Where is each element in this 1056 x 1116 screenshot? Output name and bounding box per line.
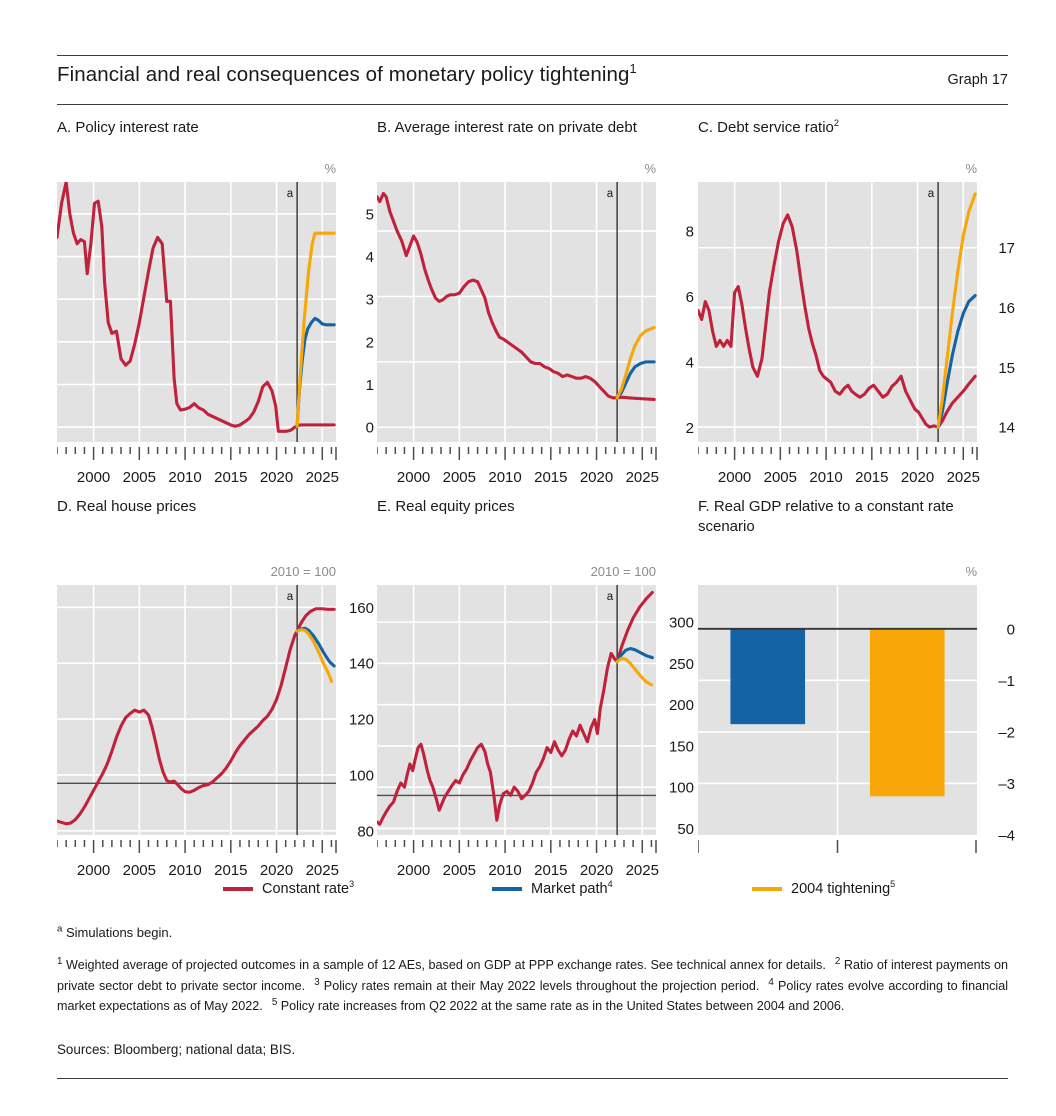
panel-title-text: B. Average interest rate on private debt bbox=[377, 119, 637, 136]
panel-d-chart bbox=[57, 585, 378, 881]
legend-swatch-2004-tightening bbox=[752, 887, 782, 890]
simulation-start-label: a bbox=[286, 188, 294, 200]
x-axis-tick-label: 2010 bbox=[488, 862, 522, 879]
y-axis-tick-label: 150 bbox=[668, 738, 694, 756]
panel-a-chart bbox=[57, 182, 378, 488]
footnote-text: Weighted average of projected outcomes in a sample of 12 AEs, based on GDP at PPP exchange rates. See technical annex for details. bbox=[62, 958, 826, 972]
y-axis-tick-label: 100 bbox=[668, 779, 694, 797]
y-axis-tick-label: –3 bbox=[998, 775, 1015, 793]
legend-item-constant-rate bbox=[223, 876, 354, 902]
panel-a-unit-label: % bbox=[324, 161, 336, 176]
panel-f-unit-label: % bbox=[965, 564, 977, 579]
simulation-start-label: a bbox=[606, 591, 614, 603]
y-axis-tick-label: 17 bbox=[998, 240, 1015, 258]
x-axis-tick-label: 2000 bbox=[76, 469, 111, 486]
footnote-marker: 5 bbox=[271, 996, 278, 1008]
footnote-text: Ratio of interest payments on private sector debt to private sector income. bbox=[57, 958, 1009, 993]
x-axis-tick-label: 2025 bbox=[625, 469, 659, 486]
y-axis-tick-label: 140 bbox=[348, 655, 374, 673]
x-axis-tick-label: 2005 bbox=[442, 862, 477, 879]
y-axis-tick-label: 200 bbox=[668, 697, 694, 715]
title-rule bbox=[57, 104, 1008, 105]
x-axis-tick-label: 2005 bbox=[763, 469, 798, 486]
footnote-a bbox=[57, 925, 172, 940]
y-axis-tick-label: 100 bbox=[348, 767, 374, 785]
panel-title-text: C. Debt service ratio bbox=[698, 119, 834, 136]
x-axis-tick-label: 2015 bbox=[534, 862, 568, 879]
x-axis-tick-label: 2000 bbox=[396, 862, 431, 879]
panel-a-title bbox=[57, 118, 357, 138]
legend-footnote-marker: 3 bbox=[349, 879, 355, 890]
y-axis-tick-label: 1 bbox=[365, 376, 374, 394]
x-axis-tick-label: 2010 bbox=[168, 469, 202, 486]
legend bbox=[57, 876, 1008, 902]
legend-item-2004-tightening bbox=[752, 876, 895, 902]
panel-f-title bbox=[698, 497, 1008, 537]
x-axis-tick-label: 2025 bbox=[625, 862, 659, 879]
panel-f-chart bbox=[698, 585, 1019, 881]
footnote-marker: a bbox=[57, 923, 63, 935]
y-axis-tick-label: 50 bbox=[677, 820, 694, 838]
x-axis-tick-label: 2020 bbox=[579, 469, 614, 486]
page-title bbox=[57, 63, 637, 87]
x-axis-tick-label: 2020 bbox=[900, 469, 935, 486]
footnote-marker: 4 bbox=[768, 976, 774, 988]
plot-background bbox=[57, 585, 336, 835]
y-axis-tick-label: 5 bbox=[365, 206, 374, 224]
y-axis-tick-label: 0 bbox=[1006, 621, 1015, 639]
footnote-text: Policy rates remain at their May 2022 levels throughout the projection period. bbox=[319, 978, 760, 993]
plot-background bbox=[377, 182, 656, 442]
panel-e-unit-label: 2010 = 100 bbox=[590, 564, 656, 579]
y-axis-tick-label: 0 bbox=[365, 419, 374, 437]
x-axis-tick-label: 2010 bbox=[168, 862, 202, 879]
footnote-marker: 1 bbox=[57, 955, 63, 967]
footnote-text: Simulations begin. bbox=[62, 925, 173, 940]
graph-number: Graph 17 bbox=[947, 72, 1008, 88]
panel-e-chart bbox=[377, 585, 698, 881]
y-axis-tick-label: 250 bbox=[668, 655, 694, 673]
y-axis-tick-label: –2 bbox=[998, 724, 1015, 742]
x-axis-tick-label: 2025 bbox=[305, 862, 339, 879]
bar bbox=[870, 629, 945, 797]
panel-d-title bbox=[57, 497, 357, 517]
x-axis-tick-label: 2010 bbox=[809, 469, 843, 486]
x-axis-tick-label: 2020 bbox=[259, 469, 294, 486]
sources: Sources: Bloomberg; national data; BIS. bbox=[57, 1042, 296, 1057]
x-axis-tick-label: 2025 bbox=[305, 469, 339, 486]
panel-b-unit-label: % bbox=[644, 161, 656, 176]
y-axis-tick-label: 3 bbox=[365, 291, 374, 309]
panel-title-text: A. Policy interest rate bbox=[57, 119, 199, 136]
bar bbox=[730, 629, 805, 724]
legend-item-market-path bbox=[492, 876, 613, 902]
footnote-marker: 3 bbox=[314, 976, 320, 988]
x-axis-tick-label: 2000 bbox=[396, 469, 431, 486]
y-axis-tick-label: 6 bbox=[685, 288, 694, 306]
footnote-text: Policy rates evolve according to financial market expectations as of May 2022. bbox=[57, 978, 1008, 1013]
panel-e-title bbox=[377, 497, 677, 517]
y-axis-tick-label: 160 bbox=[348, 599, 374, 617]
top-rule bbox=[57, 55, 1008, 56]
plot-background bbox=[698, 182, 977, 442]
x-axis-tick-label: 2020 bbox=[579, 862, 614, 879]
legend-swatch-market-path bbox=[492, 887, 522, 890]
page-title-text: Financial and real consequences of monetary policy tightening bbox=[57, 63, 630, 86]
x-axis-tick-label: 2015 bbox=[214, 862, 248, 879]
footnote-text: Policy rate increases from Q2 2022 at the same rate as in the United States between 2004 and 2006. bbox=[277, 999, 845, 1013]
legend-label: Market path$^4$ bbox=[531, 879, 613, 897]
panel-c-title bbox=[698, 118, 998, 138]
x-axis-tick-label: 2015 bbox=[855, 469, 889, 486]
x-axis-tick-label: 2025 bbox=[946, 469, 980, 486]
y-axis-tick-label: 16 bbox=[998, 300, 1015, 318]
x-axis-tick-label: 2010 bbox=[488, 469, 522, 486]
y-axis-tick-label: 14 bbox=[998, 419, 1015, 437]
panel-title-text: D. Real house prices bbox=[57, 498, 197, 515]
y-axis-tick-label: 80 bbox=[357, 823, 374, 841]
legend-swatch-constant-rate bbox=[223, 887, 253, 890]
y-axis-tick-label: –1 bbox=[998, 672, 1015, 690]
y-axis-tick-label: 2 bbox=[365, 334, 374, 352]
x-axis-tick-label: 2015 bbox=[534, 469, 568, 486]
panel-title-text: E. Real equity prices bbox=[377, 498, 515, 515]
legend-footnote-marker: 5 bbox=[890, 879, 896, 890]
y-axis-tick-label: 300 bbox=[668, 614, 694, 632]
panel-title-text: F. Real GDP relative to a constant rate scenario bbox=[698, 498, 954, 535]
y-axis-tick-label: 4 bbox=[365, 249, 374, 267]
x-axis-tick-label: 2005 bbox=[442, 469, 477, 486]
panel-c-unit-label: % bbox=[965, 161, 977, 176]
footnotes bbox=[57, 955, 1008, 1017]
simulation-start-label: a bbox=[286, 591, 294, 603]
x-axis-tick-label: 2005 bbox=[122, 862, 157, 879]
y-axis-tick-label: 2 bbox=[685, 419, 694, 437]
panel-title-footnote-marker: 2 bbox=[833, 118, 840, 128]
panel-c-chart bbox=[698, 182, 1019, 488]
x-axis-tick-label: 2005 bbox=[122, 469, 157, 486]
panel-b-title bbox=[377, 118, 677, 138]
legend-label: Constant rate$^3$ bbox=[262, 879, 355, 897]
bottom-rule bbox=[57, 1078, 1008, 1079]
simulation-start-label: a bbox=[927, 188, 935, 200]
x-axis-tick-label: 2015 bbox=[214, 469, 248, 486]
legend-footnote-marker: 4 bbox=[607, 879, 613, 890]
y-axis-tick-label: 15 bbox=[998, 359, 1015, 377]
x-axis-tick-label: 2020 bbox=[259, 862, 294, 879]
page-title-footnote-marker: 1 bbox=[629, 61, 637, 77]
panel-d-unit-label: 2010 = 100 bbox=[270, 564, 336, 579]
x-axis-tick-label: 2000 bbox=[76, 862, 111, 879]
panel-b-chart bbox=[377, 182, 698, 488]
footnote-marker: 2 bbox=[834, 955, 841, 967]
legend-label: 2004 tightening$^5$ bbox=[791, 879, 896, 897]
simulation-start-label: a bbox=[606, 188, 614, 200]
y-axis-tick-label: 4 bbox=[685, 354, 694, 372]
y-axis-tick-label: –4 bbox=[998, 827, 1015, 845]
plot-background bbox=[57, 182, 336, 442]
x-axis-tick-label: 2000 bbox=[717, 469, 752, 486]
y-axis-tick-label: 8 bbox=[685, 223, 694, 241]
y-axis-tick-label: 120 bbox=[348, 711, 374, 729]
